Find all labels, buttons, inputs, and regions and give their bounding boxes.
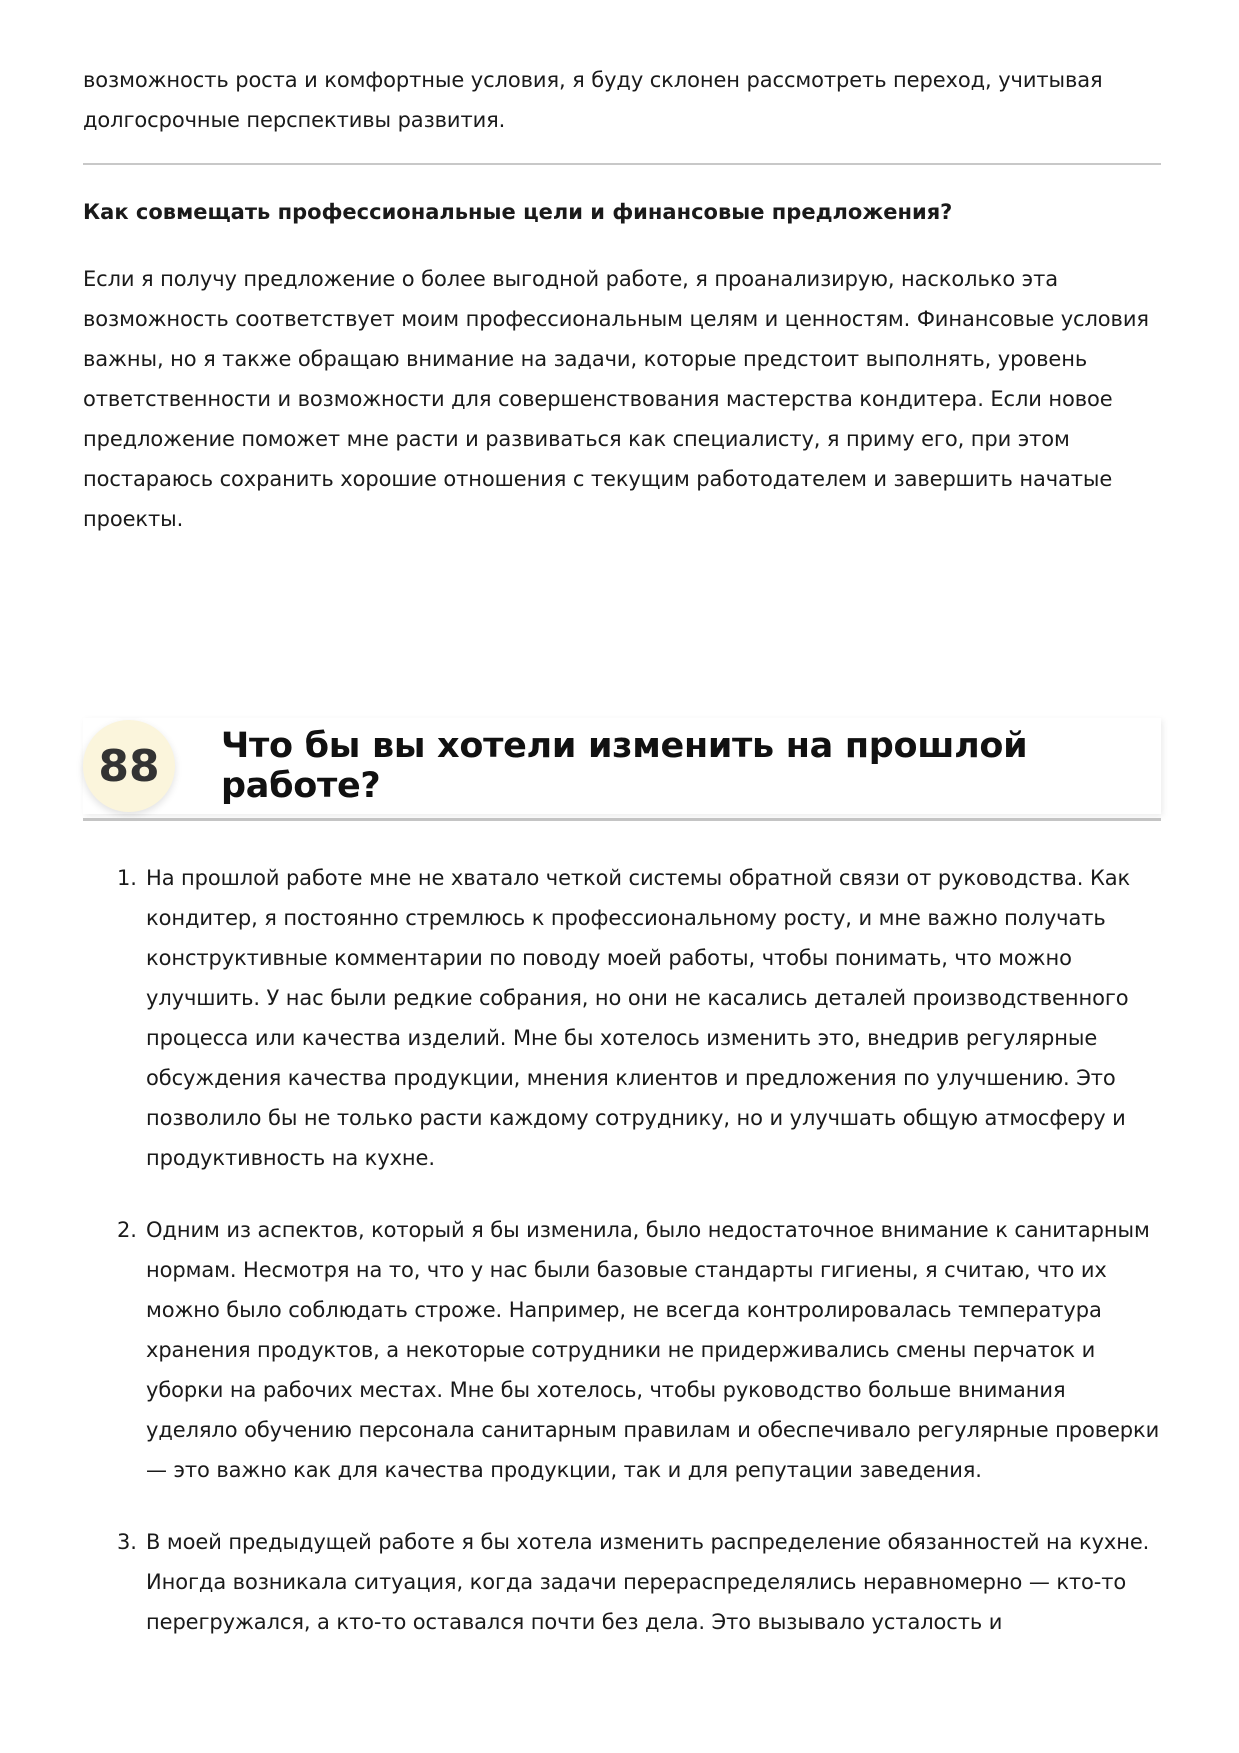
answer-list: [83, 858, 1161, 1674]
answer-number: 1.: [117, 866, 137, 890]
question-header: [83, 718, 1161, 814]
answer-text: В моей предыдущей работе я бы хотела изменить распределение обязанностей на кухне. Иногда возникала ситуация, когда задачи перераспределялись неравномерно — кто-то перегружался, а кто-то оставался почти без дела. Это вызывало усталость и: [146, 1530, 1150, 1634]
question-number-badge: 88: [83, 720, 175, 812]
answer-text: На прошлой работе мне не хватало четкой системы обратной связи от руководства. Как кондитер, я постоянно стремлюсь к профессиональному росту, и мне важно получать конструктивные комментарии по поводу моей работы, чтобы понимать, что можно улучшить. У нас были редкие собрания, но они не касались деталей производственного процесса или качества изделий. Мне бы хотелось изменить это, внедрив регулярные обсуждения качества продукции, мнения клиентов и предложения по улучшению. Это позволило бы не только расти каждому сотруднику, но и улучшать общую атмосферу и продуктивность на кухне.: [146, 866, 1131, 1170]
subsection-paragraph: Если я получу предложение о более выгодной работе, я проанализирую, насколько эта возможность соответствует моим профессиональным целям и ценностям. Финансовые условия важны, но я также обращаю внимание на задачи, которые предстоит выполнять, уровень ответственности и возможности для совершенствования мастерства кондитера. Если новое предложение поможет мне расти и развиваться как специалисту, я приму его, при этом постараюсь сохранить хорошие отношения с текущим работодателем и завершить начатые проекты.: [83, 267, 1149, 531]
divider: [83, 163, 1161, 165]
answer-item: [83, 1210, 1161, 1490]
answer-text: Одним из аспектов, который я бы изменила, было недостаточное внимание к санитарным нормам. Несмотря на то, что у нас были базовые стандарты гигиены, я считаю, что их можно было соблюдать строже. Например, не всегда контролировалась температура хранения продуктов, а некоторые сотрудники не придерживались смены перчаток и уборки на рабочих местах. Мне бы хотелось, чтобы руководство больше внимания уделяло обучению персонала санитарным правилам и обеспечивало регулярные проверки — это важно как для качества продукции, так и для репутации заведения.: [146, 1218, 1160, 1482]
question-title: Что бы вы хотели изменить на прошлой работе?: [221, 726, 1028, 806]
question-divider: [83, 818, 1161, 821]
answer-number: 2.: [117, 1218, 137, 1242]
intro-paragraph: возможность роста и комфортные условия, я буду склонен рассмотреть переход, учитывая долгосрочные перспективы развития.: [83, 68, 1103, 132]
answer-number: 3.: [117, 1530, 137, 1554]
answer-item: [83, 1522, 1161, 1642]
answer-item: [83, 858, 1161, 1178]
subsection-heading: Как совмещать профессиональные цели и финансовые предложения?: [83, 200, 953, 224]
